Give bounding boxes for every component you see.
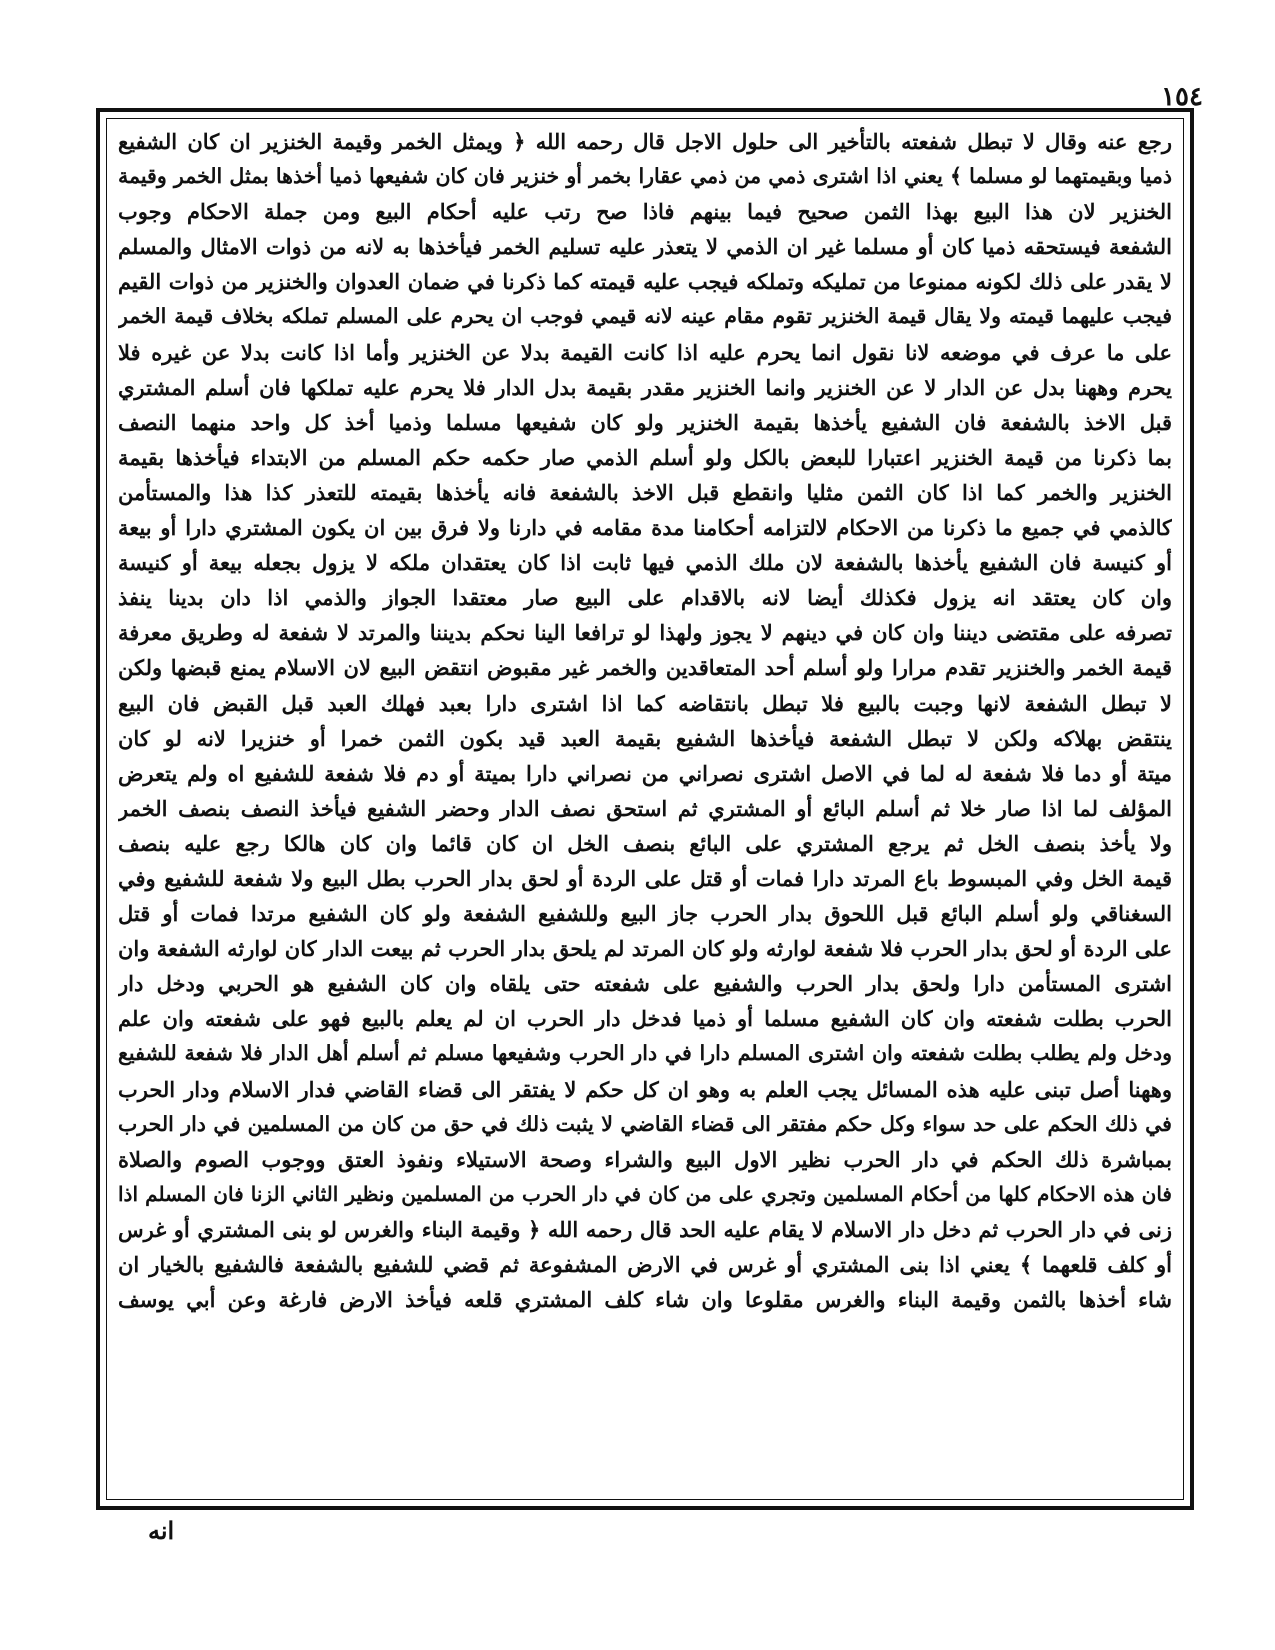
text-line: بمباشرة ذلك الحكم في دار الحرب نظير الاول البيع والشراء وصحة الاستيلاء ونفوذ العتق ووجوب الصوم والصلاة bbox=[118, 1146, 1172, 1172]
text-line: أو كنيسة فان الشفيع يأخذها بالشفعة لان ملك الذمي فيها ثابت اذا كان يعتقدان ملكه لا يزول بجعله بيعة أو كنيسة bbox=[118, 550, 1172, 576]
page-number: ١٥٤ bbox=[1161, 82, 1203, 112]
text-line: زنى في دار الحرب ثم دخل دار الاسلام لا يقام عليه الحد قال رحمه الله ﴿ وقيمة البناء والغرس لو بنى المشتري أو غرس bbox=[118, 1216, 1172, 1242]
text-line: بما ذكرنا من قيمة الخنزير اعتبارا للبعض بالكل ولو أسلم الذمي صار حكمه حكم المسلم من الابتداء فيأخذها بقيمة bbox=[118, 444, 1172, 470]
text-line: الخنزير والخمر كما اذا كان الثمن مثليا وانقطع قبل الاخذ بالشفعة فانه يأخذها بقيمته للتعذر كذا هذا والمستأمن bbox=[118, 479, 1172, 505]
text-line: كالذمي في جميع ما ذكرنا من الاحكام لالتزامه أحكامنا مدة مقامه في دارنا ولا فرق بين ان يكون المشتري دارا أو بيعة bbox=[118, 515, 1172, 541]
text-line: فيجب عليهما قيمته ولا يقال قيمة الخنزير تقوم مقام عينه لانه قيمي فوجب ان يحرم على المسلم تملكه بخلاف قيمة الخمر bbox=[118, 304, 1172, 329]
text-line: السغناقي ولو أسلم البائع قبل اللحوق بدار الحرب جاز البيع وللشفيع الشفعة ولو كان الشفيع مرتدا فمات أو قتل bbox=[118, 901, 1172, 927]
text-line: ينتقض بهلاكه ولكن لا تبطل الشفعة فيأخذها الشفيع بقيمة العبد قيد بكون الثمن خمرا أو خنزيرا لانه لو كان bbox=[118, 725, 1172, 751]
catchword: انه bbox=[148, 1516, 175, 1545]
text-line: قيمة الخل وفي المبسوط باع المرتد دارا فمات أو قتل على الردة أو لحق بدار الحرب بطل البيع ولا شفعة للشفيع وفي bbox=[118, 865, 1172, 891]
text-line: الشفعة فيستحقه ذميا كان أو مسلما غير ان الذمي لا يتعذر عليه تسليم الخمر فيأخذها به لانه من ذوات الامثال والمسلم bbox=[118, 234, 1172, 260]
text-line: وان كان يعتقد انه يزول فكذلك أيضا لانه بالاقدام على البيع صار معتقدا الجواز والذمي اذا دان بدينا ينفذ bbox=[118, 585, 1172, 611]
text-line: تصرفه على مقتضى ديننا وان كان في دينهم لا يجوز ولهذا لو ترافعا الينا نحكم بديننا والمرتد لا شفعة له وطريق معرفة bbox=[118, 620, 1172, 646]
text-line: لا يقدر على ذلك لكونه ممنوعا من تمليكه وتملكه فيجب عليه قيمته كما ذكرنا في ضمان العدوان والخنزير من ذوات القيم bbox=[118, 269, 1172, 295]
text-line: شاء أخذها بالثمن وقيمة البناء والغرس مقلوعا وان شاء كلف المشتري قلعه فيأخذ الارض فارغة وعن أبي يوسف bbox=[118, 1287, 1172, 1313]
text-line: ودخل ولم يطلب بطلت شفعته وان اشترى المسلم دارا في دار الحرب وشفيعها مسلم ثم أسلم أهل الدار فلا شفعة للشفيع bbox=[118, 1041, 1172, 1066]
text-line: ذميا وبقيمتهما لو مسلما ﴾ يعني اذا اشترى ذمي من ذمي عقارا بخمر أو خنزير فان كان شفيعها ذميا أخذها بمثل الخمر وقيمة bbox=[118, 164, 1172, 189]
text-line: فان هذه الاحكام كلها من أحكام المسلمين وتجري على من كان في دار الحرب من المسلمين ونظير الثاني الزنا فان المسلم اذا bbox=[118, 1181, 1172, 1206]
text-line: يحرم وههنا بدل عن الدار لا عن الخنزير وانما الخنزير مقدر بقيمة بدل الدار فلا يحرم عليه تملكها فان أسلم المشتري bbox=[118, 374, 1172, 400]
text-line: وههنا أصل تبنى عليه هذه المسائل يجب العلم به وهو ان كل حكم لا يفتقر الى قضاء القاضي فدار الاسلام ودار الحرب bbox=[118, 1076, 1172, 1102]
text-line: الخنزير لان هذا البيع بهذا الثمن صحيح فيما بينهم فاذا صح رتب عليه أحكام البيع ومن جملة الاحكام وجوب bbox=[118, 199, 1172, 225]
text-line: قبل الاخذ بالشفعة فان الشفيع يأخذها بقيمة الخنزير ولو كان شفيعها مسلما وذميا أخذ كل واحد منهما النصف bbox=[118, 409, 1172, 435]
text-line: ميتة أو دما فلا شفعة له لما في الاصل اشترى نصراني من نصراني دارا بميتة أو دم فلا شفعة للشفيع اه ولم يتعرض bbox=[118, 760, 1172, 786]
main-text bbox=[112, 124, 1178, 1496]
text-line: أو كلف قلعهما ﴾ يعني اذا بنى المشتري أو غرس في الارض المشفوعة ثم قضي للشفيع بالشفعة فالشفيع بالخيار ان bbox=[118, 1252, 1172, 1277]
text-line: على الردة أو لحق بدار الحرب فلا شفعة لوارثه ولو كان المرتد لم يلحق بدار الحرب ثم بيعت الدار كان لوارثه الشفعة وان bbox=[118, 936, 1172, 962]
text-line: اشترى المستأمن دارا ولحق بدار الحرب والشفيع على شفعته حتى يلقاه وان كان الشفيع هو الحربي ودخل دار bbox=[118, 971, 1172, 997]
text-line: قيمة الخمر والخنزير تقدم مرارا ولو أسلم أحد المتعاقدين والخمر غير مقبوض انتقض البيع لان الاسلام يمنع قبضها ولكن bbox=[118, 655, 1172, 681]
text-line: في ذلك الحكم على حد سواء وكل حكم مفتقر الى قضاء القاضي لا يثبت ذلك في حق من كان من المسلمين في دار الحرب bbox=[118, 1111, 1172, 1136]
text-line: الحرب بطلت شفعته وان كان الشفيع مسلما أو ذميا فدخل دار الحرب ان لم يعلم بالبيع فهو على شفعته وان علم bbox=[118, 1006, 1172, 1032]
text-line: رجع عنه وقال لا تبطل شفعته بالتأخير الى حلول الاجل قال رحمه الله ﴿ ويمثل الخمر وقيمة الخنزير ان كان الشفيع bbox=[118, 129, 1172, 154]
text-line: المؤلف لما اذا صار خلا ثم أسلم البائع أو المشتري ثم استحق نصف الدار وحضر الشفيع فيأخذ النصف بنصف الخمر bbox=[118, 795, 1172, 821]
text-line: ولا يأخذ بنصف الخل ثم يرجع المشتري على البائع بنصف الخل ان كان قائما وان كان هالكا رجع عليه بنصف bbox=[118, 830, 1172, 856]
text-line: على ما عرف في موضعه لانا نقول انما يحرم عليه اذا كانت القيمة بدلا عن الخنزير وأما اذا كانت بدلا عن غيره فلا bbox=[118, 339, 1172, 365]
text-line: لا تبطل الشفعة لانها وجبت بالبيع فلا تبطل بانتقاضه كما اذا اشترى دارا بعبد فهلك العبد قبل القبض فان البيع bbox=[118, 690, 1172, 716]
